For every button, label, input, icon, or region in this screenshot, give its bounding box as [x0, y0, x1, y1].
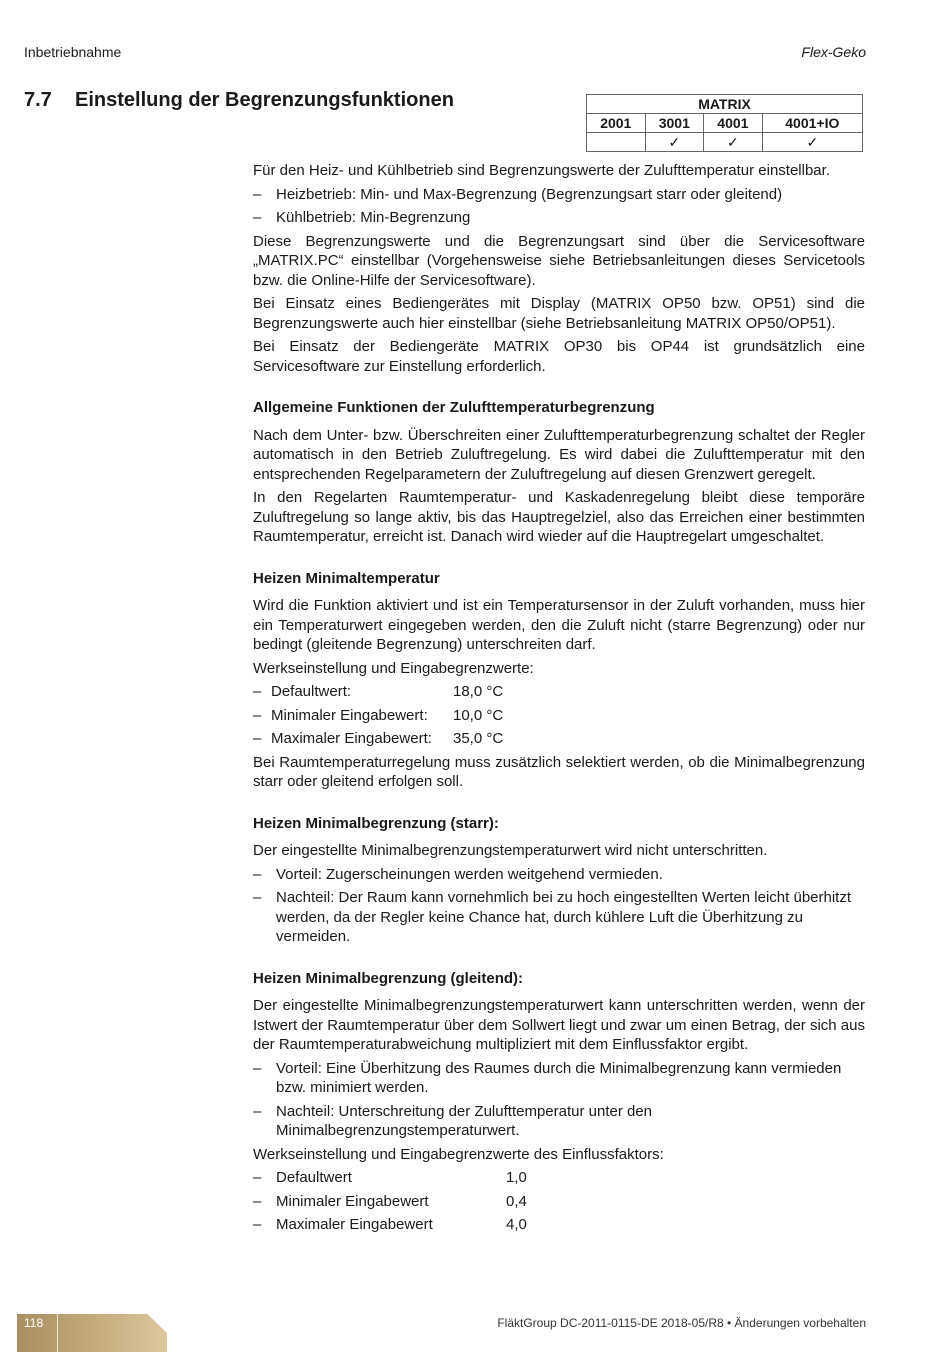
matrix-column-header: 2001: [587, 114, 646, 133]
dash-bullet: –: [253, 889, 262, 906]
section-number: 7.7: [24, 89, 52, 111]
subheading: Heizen Minimalbegrenzung (starr):: [253, 814, 499, 832]
value-label: Defaultwert: [276, 1169, 352, 1186]
body-content: [253, 161, 865, 1239]
paragraph: Wird die Funktion aktiviert und ist ein Temperatursensor in der Zuluft vorhanden, muss hier ein Temperaturwert eingegeben werden, den die Zuluft nicht (starre Begrenzung) oder nur bedingt (gleitende Begrenzung) unterschreiten darf.: [253, 597, 865, 653]
page-number: 118: [24, 1316, 44, 1330]
list-item: [253, 865, 865, 885]
footer-document-info: FläktGroup DC-2011-0115-DE 2018-05/R8 • Änderungen vorbehalten: [497, 1316, 866, 1330]
value-text: 10,0 °C: [453, 706, 504, 724]
checkmark-icon: ✓: [704, 133, 763, 152]
paragraph: Werkseinstellung und Eingabegrenzwerte:: [253, 659, 534, 677]
footer-divider: [57, 1314, 58, 1352]
list-item: [253, 1059, 865, 1098]
subheading: Heizen Minimaltemperatur: [253, 569, 440, 587]
list-item-text: Nachteil: Der Raum kann vornehmlich bei zu hoch eingestellten Werten leicht überhitzt werden, da der Regler keine Chance hat, durch kühlere Luft die Überhitzung zu vermeiden.: [276, 889, 852, 945]
value-text: 35,0 °C: [453, 730, 504, 747]
paragraph: Der eingestellte Minimalbegrenzungstemperaturwert wird nicht unterschritten.: [253, 842, 768, 859]
list-item: [253, 208, 865, 228]
subheading: Allgemeine Funktionen der Zulufttemperaturbegrenzung: [253, 399, 655, 416]
paragraph: Bei Einsatz der Bediengeräte MATRIX OP30 bis OP44 ist grundsätzlich eine Servicesoftware zur Einstellung erforderlich.: [253, 338, 865, 375]
list-item: [253, 888, 865, 947]
value-label: Minimaler Eingabewert: [276, 1192, 429, 1210]
list-item-text: Kühlbetrieb: Min-Begrenzung: [276, 209, 471, 226]
value-row: [253, 1168, 865, 1188]
dash-bullet: –: [253, 706, 262, 724]
paragraph: Nach dem Unter- bzw. Überschreiten einer Zulufttemperaturbegrenzung schaltet der Regler automatisch in den Betrieb Zuluftregelung. Es wird dabei die Zulufttemperatur mit den entsprechenden Regelparametern der Zuluftregelung auf diesen Grenzwert geregelt.: [253, 426, 865, 483]
checkmark-icon: ✓: [762, 133, 862, 152]
value-row: [253, 1192, 865, 1212]
value-row: [253, 706, 865, 726]
value-label: Minimaler Eingabewert:: [271, 706, 428, 724]
value-label: Defaultwert:: [271, 683, 352, 700]
paragraph: Werkseinstellung und Eingabegrenzwerte des Einflussfaktors:: [253, 1145, 664, 1163]
paragraph: Diese Begrenzungswerte und die Begrenzungsart sind über die Servicesoftware „MATRIX.PC“ einstellbar (Vorgehensweise siehe Betriebsanleitungen dieses Servicetools bzw. die Online-Hilfe der Servicesoftware).: [253, 232, 865, 289]
list-item-text: Nachteil: Unterschreitung der Zulufttemperatur unter den Minimalbegrenzungstemperaturwert.: [276, 1102, 653, 1139]
matrix-cell: [587, 133, 646, 152]
dash-bullet: –: [253, 1059, 262, 1077]
matrix-column-header: 4001: [704, 114, 763, 133]
matrix-compatibility-table: [586, 94, 863, 152]
paragraph: Bei Einsatz eines Bediengerätes mit Display (MATRIX OP50 bzw. OP51) sind die Begrenzungswerte auch hier einstellbar (siehe Betriebsanleitung MATRIX OP50/OP51).: [253, 295, 865, 332]
checkmark-icon: ✓: [645, 133, 704, 152]
list-item: [253, 1102, 865, 1141]
running-header-chapter: Inbetriebnahme: [24, 44, 122, 60]
dash-bullet: –: [253, 1192, 262, 1210]
matrix-table-title: MATRIX: [587, 95, 863, 114]
matrix-column-header: 3001: [645, 114, 704, 133]
value-text: 4,0: [506, 1216, 527, 1233]
paragraph: Für den Heiz- und Kühlbetrieb sind Begrenzungswerte der Zulufttemperatur einstellbar.: [253, 162, 830, 179]
paragraph: Bei Raumtemperaturregelung muss zusätzlich selektiert werden, ob die Minimalbegrenzung starr oder gleitend erfolgen soll.: [253, 753, 865, 790]
subheading: Heizen Minimalbegrenzung (gleitend):: [253, 969, 524, 987]
value-text: 0,4: [506, 1192, 527, 1210]
running-header-product: Flex-Geko: [801, 44, 866, 60]
value-text: 18,0 °C: [453, 683, 504, 700]
value-row: [253, 1215, 865, 1235]
list-item-text: Vorteil: Eine Überhitzung des Raumes durch die Minimalbegrenzung kann vermieden bzw. minimiert werden.: [276, 1059, 842, 1096]
dash-bullet: –: [253, 865, 262, 883]
dash-bullet: –: [253, 185, 262, 203]
matrix-column-header: 4001+IO: [762, 114, 862, 133]
dash-bullet: –: [253, 683, 262, 700]
paragraph: In den Regelarten Raumtemperatur- und Kaskadenregelung bleibt diese temporäre Zuluftregelung so lange aktiv, bis das Hauptregelziel, also das Erreichen einer bestimmten Raumtemperatur, erreicht ist. Danach wird wieder auf die Hauptregelart umgeschaltet.: [253, 489, 865, 545]
value-text: 1,0: [506, 1169, 527, 1186]
dash-bullet: –: [253, 1216, 262, 1233]
dash-bullet: –: [253, 1102, 262, 1120]
section-title: Einstellung der Begrenzungsfunktionen: [75, 89, 454, 111]
value-row: [253, 729, 865, 749]
paragraph: Der eingestellte Minimalbegrenzungstemperaturwert kann unterschritten werden, wenn der Istwert der Raumtemperatur über dem Sollwert liegt und zwar um einen Betrag, der sich aus der Raumtemperaturabweichung multipliziert mit dem Einflussfaktor ergibt.: [253, 997, 865, 1053]
dash-bullet: –: [253, 730, 262, 747]
value-label: Maximaler Eingabewert: [276, 1216, 433, 1233]
list-item-text: Vorteil: Zugerscheinungen werden weitgehend vermieden.: [276, 865, 663, 883]
list-item-text: Heizbetrieb: Min- und Max-Begrenzung (Begrenzungsart starr oder gleitend): [276, 185, 783, 203]
value-row: [253, 682, 865, 702]
dash-bullet: –: [253, 1169, 262, 1186]
list-item: [253, 185, 865, 205]
value-label: Maximaler Eingabewert:: [271, 730, 432, 747]
dash-bullet: –: [253, 209, 262, 226]
